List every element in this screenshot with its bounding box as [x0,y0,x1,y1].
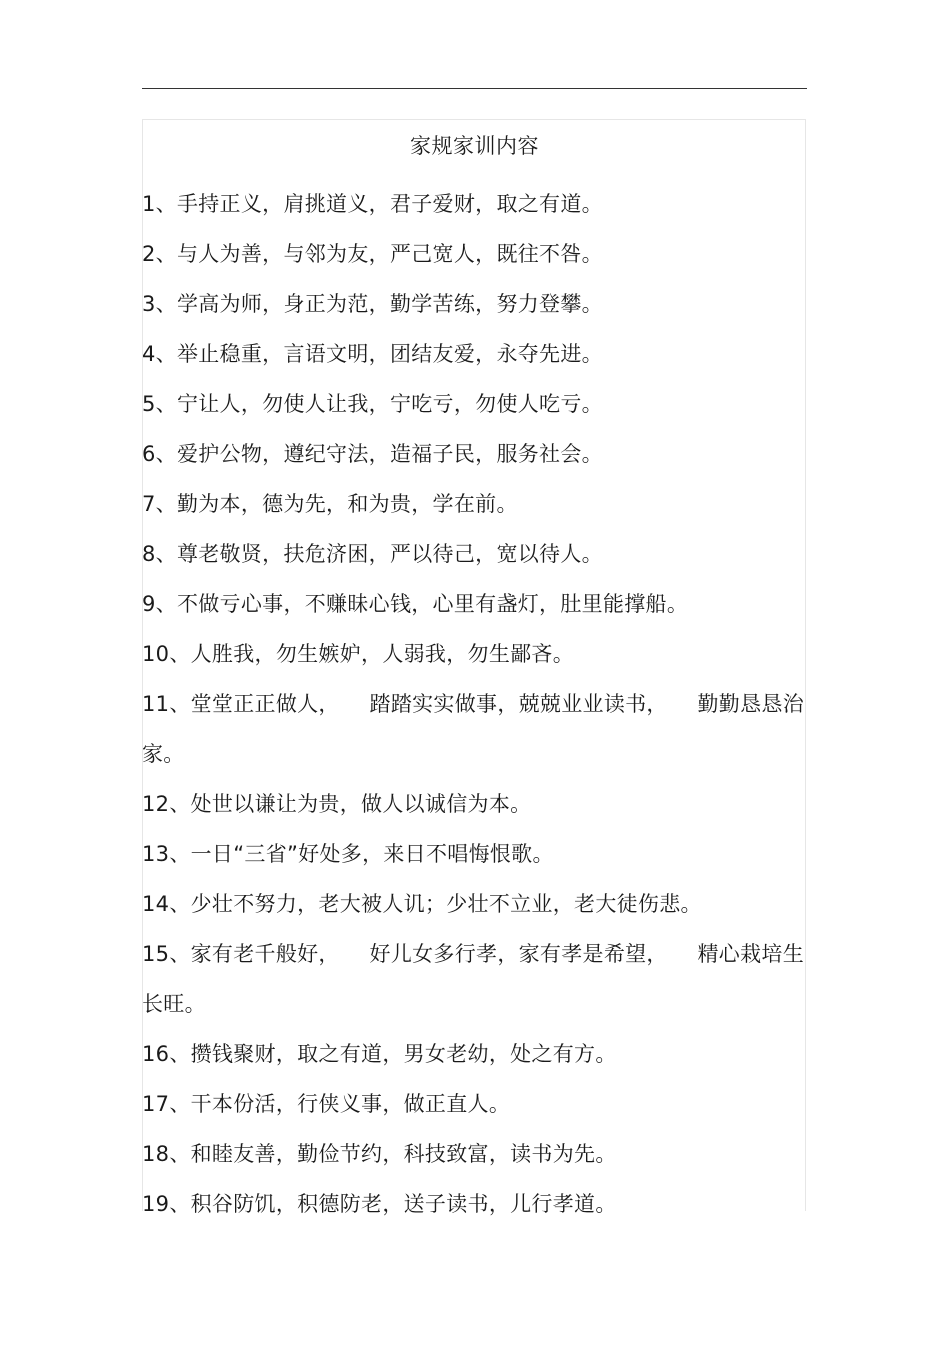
list-item: 16、攒钱聚财，取之有道，男女老幼，处之有方。 [142,1042,617,1066]
list-item: 13、一日“三省”好处多，来日不唱悔恨歌。 [142,842,554,866]
list-item-11 [142,679,804,779]
document-title: 家规家训内容 [410,134,539,158]
header-rule [142,88,807,89]
list-item: 12、处世以谦让为贵，做人以诚信为本。 [142,792,532,816]
item11-part-d: 家。 [142,742,185,766]
item15-part-b: 好儿女多行孝，家有孝是希望， [369,942,668,966]
list-item: 17、干本份活，行侠义事，做正直人。 [142,1092,511,1116]
item11-part-a: 11、堂堂正正做人， [142,692,340,716]
list-item: 9、不做亏心事，不赚昧心钱，心里有盏灯，肚里能撑船。 [142,592,689,616]
item15-part-d: 长旺。 [142,992,206,1016]
list-item: 3、学高为师，身正为范，勤学苦练，努力登攀。 [142,292,603,316]
list-item: 5、宁让人，勿使人让我，宁吃亏，勿使人吃亏。 [142,392,603,416]
list-item: 4、举止稳重，言语文明，团结友爱，永夺先进。 [142,342,603,366]
list-item: 1、手持正义，肩挑道义，君子爱财，取之有道。 [142,192,603,216]
list-item: 7、勤为本，德为先，和为贵，学在前。 [142,492,518,516]
item11-part-c: 勤勤恳恳治 [697,692,804,716]
list-item-15 [142,929,804,1029]
item11-part-b: 踏踏实实做事，兢兢业业读书， [369,692,668,716]
item15-part-c: 精心栽培生 [697,942,804,966]
list-item: 2、与人为善，与邻为友，严己宽人，既往不咎。 [142,242,603,266]
list-item: 14、少壮不努力，老大被人讥；少壮不立业，老大徒伤悲。 [142,892,702,916]
list-item: 18、和睦友善，勤俭节约，科技致富，读书为先。 [142,1142,617,1166]
list-item: 6、爱护公物，遵纪守法，造福子民，服务社会。 [142,442,603,466]
list-item-15-line1 [142,929,804,979]
list-item-11-line1 [142,679,804,729]
list-item: 8、尊老敬贤，扶危济困，严以待己，宽以待人。 [142,542,603,566]
list-item: 19、积谷防饥，积德防老，送子读书，儿行孝道。 [142,1192,617,1216]
rules-list [142,179,804,1229]
item15-part-a: 15、家有老千般好， [142,942,340,966]
list-item: 10、人胜我，勿生嫉妒，人弱我，勿生鄙吝。 [142,642,575,666]
